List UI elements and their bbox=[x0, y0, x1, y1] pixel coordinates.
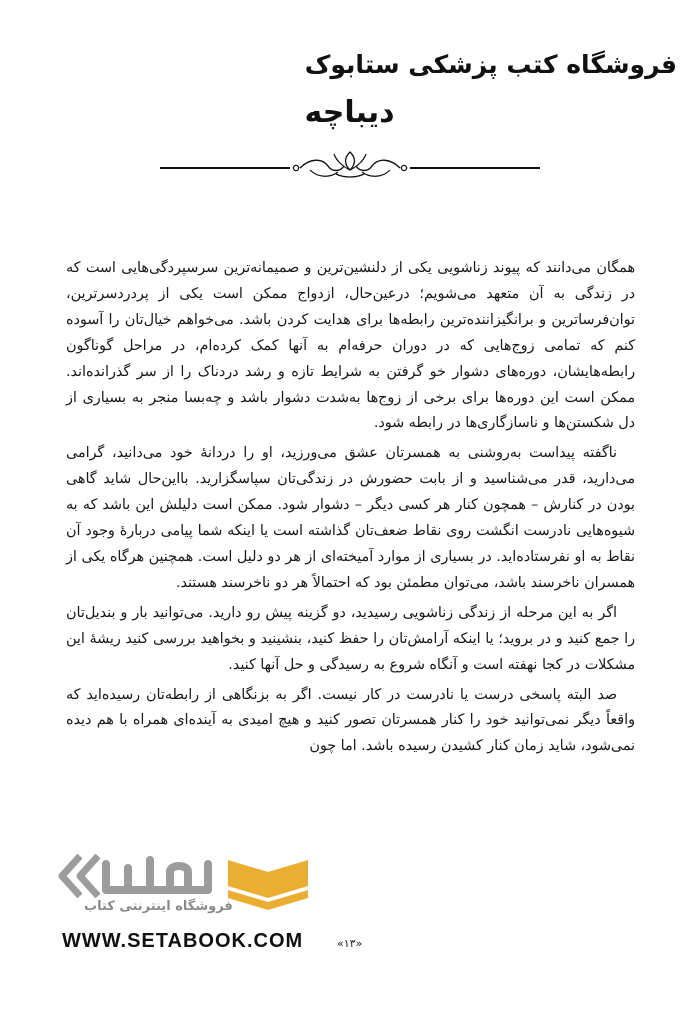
setabook-logo bbox=[58, 846, 358, 928]
paragraph: صد البته پاسخی درست یا نادرست در کار نیست. اگر به بزنگاهی از رابطه‌تان رسیده‌اید که واقعاً دیگر نمی‌توانید خود را کنار همسرتان تصور کنید و هیچ امیدی به آینده‌ای همراه با هم دیده نمی‌شود، شاید زمان کنار کشیدن رسیده باشد. اما چون bbox=[66, 686, 635, 755]
chapter-title: دیباچه bbox=[304, 95, 395, 130]
floral-divider-icon bbox=[160, 146, 540, 184]
paragraph: همگان می‌دانند که پیوند زناشویی یکی از دلنشین‌ترین و صمیمانه‌ترین سرسپردگی‌هایی است که در زندگی به آن متعهد می‌شویم؛ درعین‌حال، ازدواج ممکن است یکی از پردردسرترین، توان‌فرساترین و برانگیزاننده‌ترین رابطه‌ها برای هدایت کردن باشد. می‌خواهم خیال‌تان را آسوده کنم که تمامی زوج‌هایی که در دوران حرفه‌ام به آنها کمک کرده‌ام، در مراحل گوناگون رابطه‌هایشان، دوره‌های دشوار خو گرفتن به شرایط تازه و رشد دردناک را از سر گذرانده‌اند. ممکن است این دوره‌ها برای برخی از زوج‌ها به‌شدت دشوار باشد و چه‌بسا منجر به بسیاری از دل شکستن‌ها و ناسازگاری‌ها در رابطه شود. bbox=[66, 260, 635, 432]
page-number: «۱۳» bbox=[337, 937, 363, 950]
paragraph: اگر به این مرحله از زندگی زناشویی رسیدید، دو گزینه پیش رو دارید. می‌توانید بار و بندیل‌تان را جمع کنید و در بروید؛ یا اینکه آرامش‌تان را حفظ کنید، بنشینید و بخواهید بررسی کنید ریشهٔ این مشکلات در کجا نهفته است و آنگاه شروع به رسیدگی و حل آنها کنید. bbox=[66, 604, 635, 673]
paragraph: ناگفته پیداست به‌روشنی به همسرتان عشق می‌ورزید، او را دردانهٔ خود می‌دانید، گرامی می‌دارید، قدر می‌شناسید و از بابت حضورش در زندگی‌تان سپاسگزارید. بااین‌حال شاید گاهی بودن در کنارش – همچون کنار هر کسی دیگر – دشوار شود. ممکن است دلیلش این باشد که به شیوه‌هایی نادرست انگشت روی نقاط ضعف‌تان گذاشته است یا اینکه شما پیامی دربارهٔ وجود آن نقاط به او نفرستاده‌اید. در بسیاری از موارد آمیخته‌ای از هر دو دلیل است. همچنین هرگاه یکی از همسران ناخرسند باشد، می‌توان مطمئن بود که احتمالاً هر دو ناخرسند هستند. bbox=[66, 445, 635, 591]
logo-subtitle: فروشگاه اینترنتی کتاب bbox=[84, 899, 233, 914]
body-text bbox=[66, 256, 635, 764]
store-title: فروشگاه کتب پزشکی ستابوک bbox=[304, 50, 677, 79]
website-url[interactable]: WWW.SETABOOK.COM bbox=[62, 930, 304, 952]
